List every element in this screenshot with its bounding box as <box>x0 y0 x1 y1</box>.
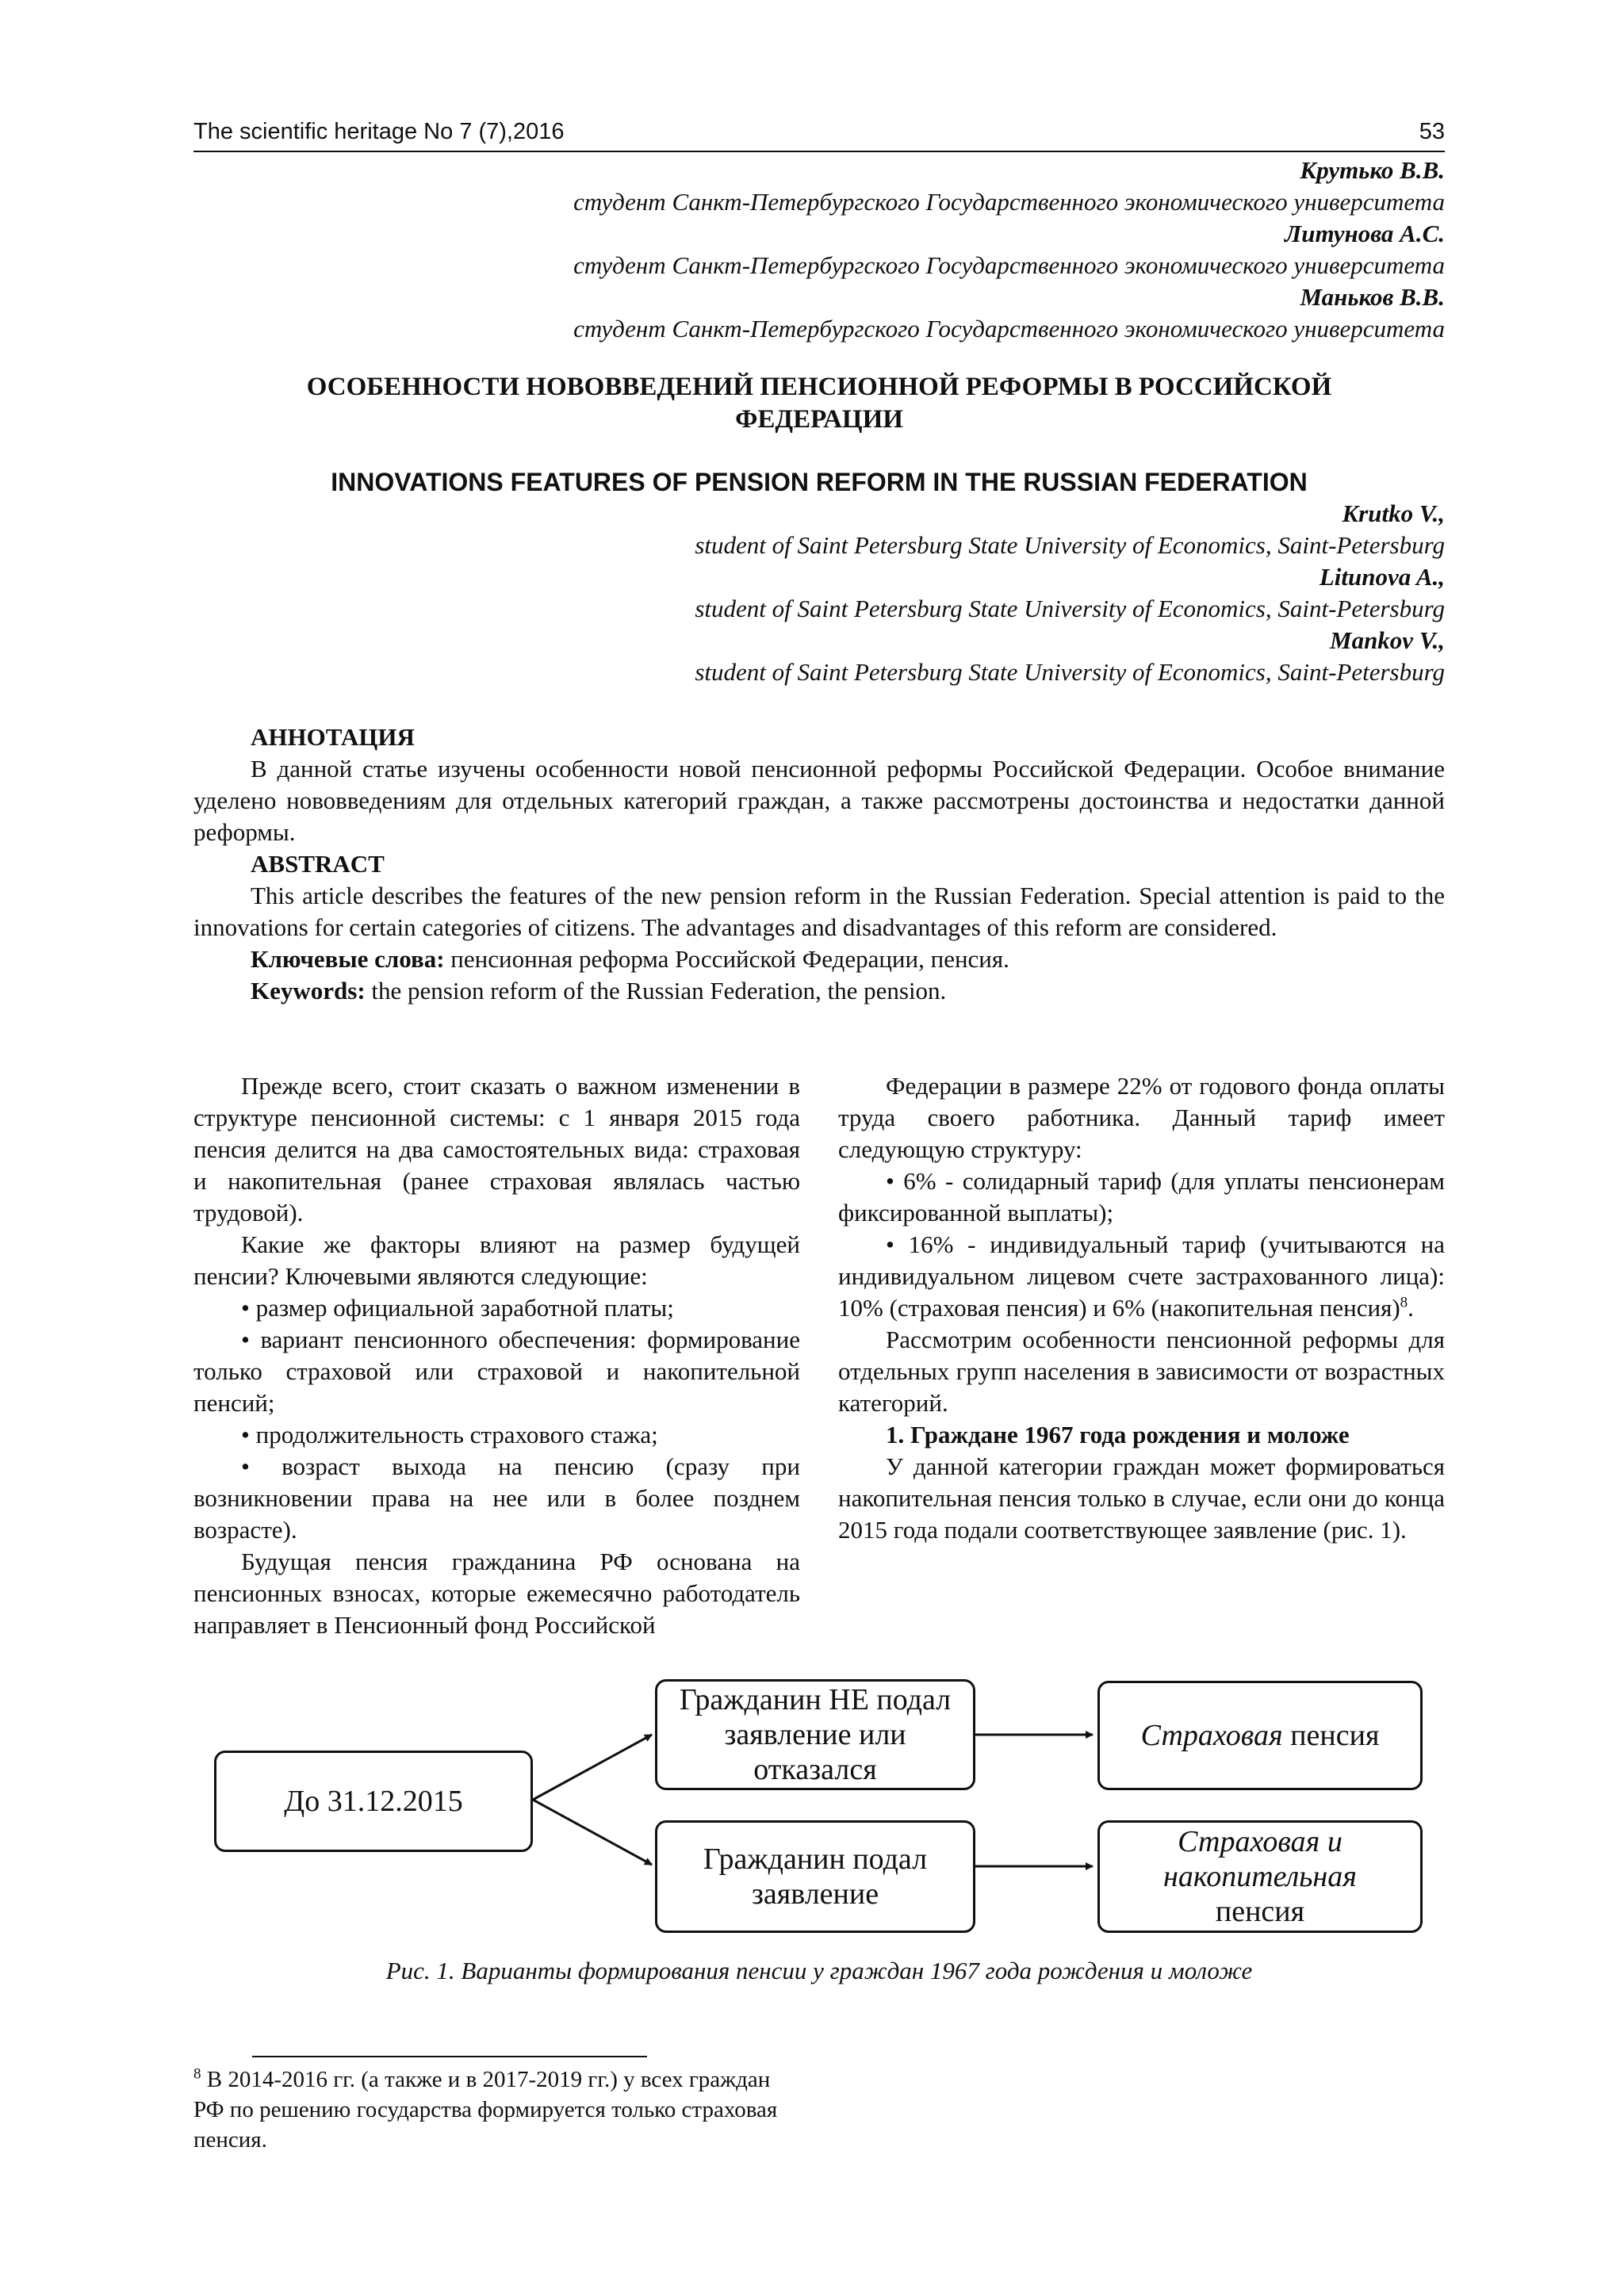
author-name: Krutko V., <box>1342 499 1445 527</box>
box-insurance-pension <box>1097 1681 1423 1790</box>
footnote-mark: 8 <box>193 2065 201 2083</box>
bullet-item: • вариант пенсионного обеспечения: формирование только страховой или страховой и накопительной пенсий; <box>193 1326 800 1417</box>
keywords-label: Keywords: <box>251 977 366 1004</box>
title-russian-line: ОСОБЕННОСТИ НОВОВВЕДЕНИЙ ПЕНСИОННОЙ РЕФОРМЫ В РОССИЙСКОЙ <box>306 373 1332 401</box>
author-name: Крутько В.В. <box>1300 156 1445 184</box>
abstract-section <box>193 721 1445 1007</box>
annotation-heading: АННОТАЦИЯ <box>251 723 415 751</box>
bullet-text-end: . <box>1408 1294 1414 1322</box>
result-rest: пенсия <box>1282 1719 1380 1752</box>
paragraph: Федерации в размере 22% от годового фонда оплаты труда своего работника. Данный тариф имеет следующую структуру: <box>838 1072 1445 1163</box>
paragraph: Прежде всего, стоит сказать о важном изменении в структуре пенсионной системы: с 1 января 2015 года пенсия делится на два самостоятельных вида: страховая и накопительная (ранее страховая являлась частью трудовой). <box>193 1072 800 1226</box>
body-column-left <box>193 1070 800 1641</box>
keywords-text: пенсионная реформа Российской Федерации, пенсия. <box>444 945 1009 973</box>
footnote-text: В 2014-2016 гг. (а также и в 2017-2019 гг.) у всех граждан РФ по решению государства формируется только страховая пенсия. <box>193 2067 778 2152</box>
result-italic: Страховая и накопительная <box>1163 1825 1357 1893</box>
abstract-text: This article describes the features of the new pension reform in the Russian Federation. Special attention is paid to the innovations for certain categories of citizens. The advantages and disadvantages of this reform are considered. <box>193 882 1445 941</box>
bullet-item: • 6% - солидарный тариф (для уплаты пенсионерам фиксированной выплаты); <box>838 1167 1445 1226</box>
body-column-right <box>838 1070 1445 1546</box>
page-number: 53 <box>1419 119 1445 144</box>
subsection-heading: 1. Граждане 1967 года рождения и моложе <box>886 1421 1350 1448</box>
bullet-item <box>838 1229 1445 1324</box>
result-italic: Страховая <box>1140 1719 1283 1752</box>
paragraph: Какие же факторы влияют на размер будущей пенсии? Ключевыми являются следующие: <box>193 1230 800 1290</box>
running-header <box>193 116 1445 152</box>
keywords-english <box>193 975 1445 1007</box>
annotation-text: В данной статье изучены особенности новой пенсионной реформы Российской Федерации. Особое внимание уделено нововведениям для отдельных категорий граждан, а также рассмотрены достоинства и недостатки данной реформы. <box>193 755 1445 846</box>
author-affiliation: студент Санкт-Петербургского Государственного экономического университета <box>573 188 1445 216</box>
bullet-text: • 16% - индивидуальный тариф (учитываются на индивидуальном лицевом счете застрахованного лица): 10% (страховая пенсия) и 6% (накопительная пенсия) <box>838 1230 1445 1322</box>
figure-caption: Рис. 1. Варианты формирования пенсии у граждан 1967 года рождения и моложе <box>385 1957 1253 1984</box>
paragraph: Будущая пенсия гражданина РФ основана на пенсионных взносах, которые ежемесячно работодатель направляет в Пенсионный фонд Российской <box>193 1548 800 1639</box>
authors-russian <box>193 155 1445 345</box>
author-affiliation: студент Санкт-Петербургского Государственного экономического университета <box>573 315 1445 342</box>
author-affiliation: student of Saint Petersburg State University of Economics, Saint-Petersburg <box>695 658 1445 686</box>
author-affiliation: student of Saint Petersburg State University of Economics, Saint-Petersburg <box>695 595 1445 622</box>
box-applied: Гражданин подал заявление <box>655 1820 975 1933</box>
author-name: Маньков В.В. <box>1300 283 1445 311</box>
box-insurance-and-funded-pension <box>1097 1820 1423 1933</box>
author-name: Litunova A., <box>1319 563 1445 591</box>
author-affiliation: student of Saint Petersburg State University of Economics, Saint-Petersburg <box>695 531 1445 559</box>
keywords-russian <box>193 943 1445 975</box>
bullet-item: • возраст выхода на пенсию (сразу при возникновении права на нее или в более позднем возрасте). <box>193 1452 800 1544</box>
box-deadline: До 31.12.2015 <box>214 1751 533 1852</box>
author-name: Литунова А.С. <box>1284 220 1445 247</box>
authors-english <box>193 498 1445 688</box>
keywords-text: the pension reform of the Russian Federation, the pension. <box>365 977 947 1004</box>
figure-flowchart <box>193 1665 1445 1950</box>
paragraph: У данной категории граждан может формироваться накопительная пенсия только в случае, если они до конца 2015 года подали соответствующее заявление (рис. 1). <box>838 1452 1445 1544</box>
paragraph: Рассмотрим особенности пенсионной реформы для отдельных групп населения в зависимости от возрастных категорий. <box>838 1326 1445 1417</box>
author-affiliation: студент Санкт-Петербургского Государственного экономического университета <box>573 251 1445 279</box>
box-not-applied: Гражданин НЕ подал заявление или отказался <box>655 1679 975 1790</box>
footnote-divider <box>252 2056 647 2057</box>
journal-name: The scientific heritage No 7 (7),2016 <box>193 119 565 144</box>
arrow-start-to-upper <box>533 1735 652 1800</box>
result-rest: пенсия <box>1215 1895 1305 1928</box>
abstract-heading: ABSTRACT <box>251 850 385 878</box>
title-russian <box>193 371 1445 436</box>
title-russian-line: ФЕДЕРАЦИИ <box>735 405 903 434</box>
arrow-start-to-lower <box>533 1800 652 1865</box>
author-name: Mankov V., <box>1330 626 1445 654</box>
keywords-label: Ключевые слова: <box>251 945 445 973</box>
bullet-item: • продолжительность страхового стажа; <box>241 1421 658 1448</box>
footnote <box>193 2064 800 2155</box>
footnote-reference[interactable]: 8 <box>1400 1294 1408 1311</box>
bullet-item: • размер официальной заработной платы; <box>241 1294 674 1322</box>
title-english: INNOVATIONS FEATURES OF PENSION REFORM IN THE RUSSIAN FEDERATION <box>331 468 1308 496</box>
